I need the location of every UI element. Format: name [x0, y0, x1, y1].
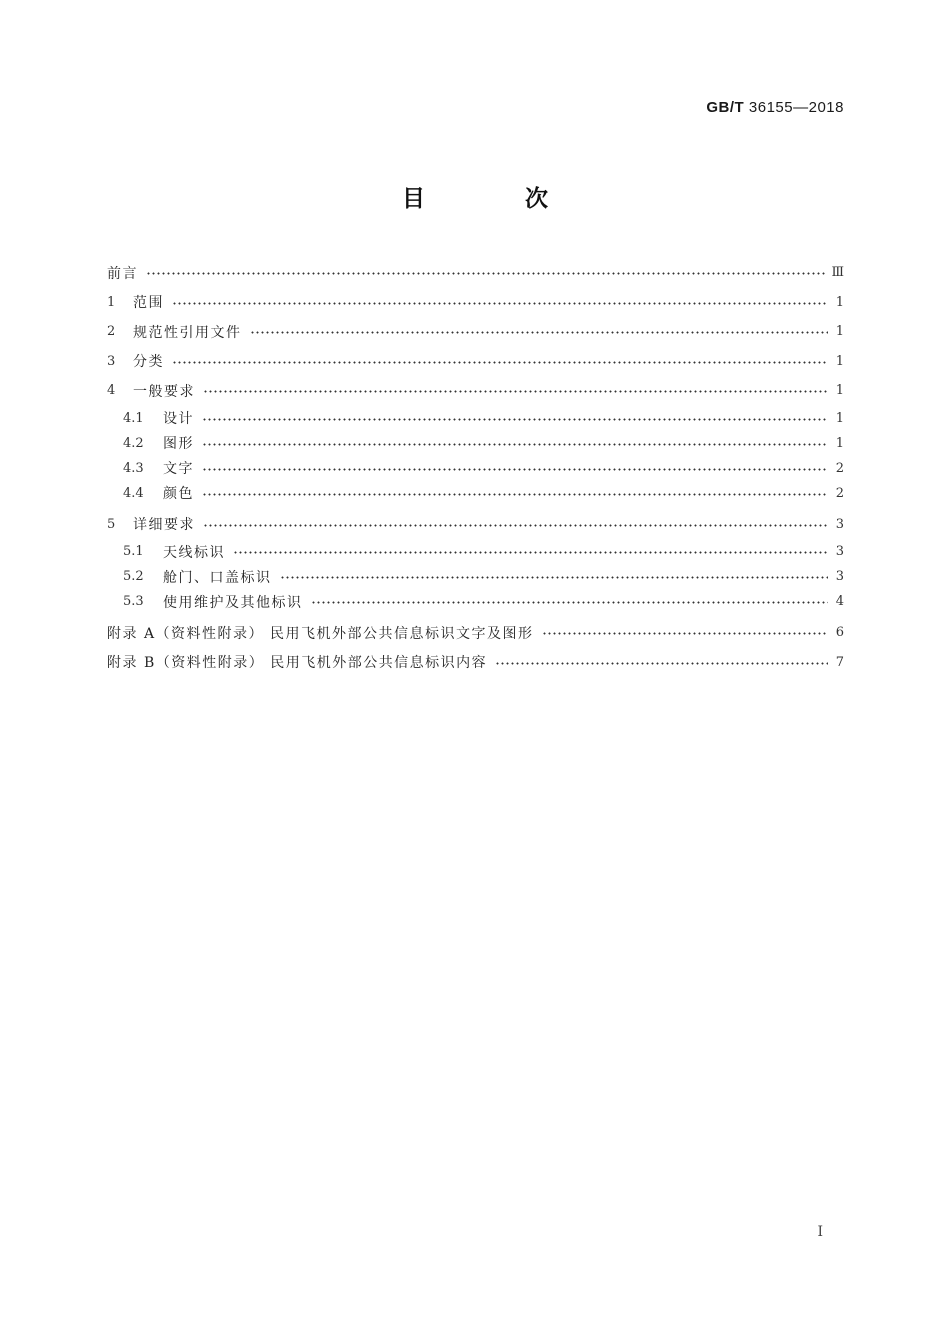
table-of-contents — [107, 258, 844, 677]
toc-entry-page: 2 — [835, 460, 844, 476]
toc-entry-label: 一般要求 — [133, 383, 195, 400]
toc-entry-label: 规范性引用文件 — [133, 324, 242, 341]
toc-entry[interactable] — [107, 510, 844, 540]
toc-entry-label: 附录 A（资料性附录） 民用飞机外部公共信息标识文字及图形 — [107, 625, 534, 642]
toc-entry[interactable] — [107, 589, 844, 614]
toc-entry[interactable] — [107, 317, 844, 347]
toc-entry-label: 分类 — [133, 354, 164, 371]
toc-entry-label: 前言 — [107, 265, 138, 282]
toc-entry-page: 1 — [835, 294, 844, 310]
dot-leader — [203, 524, 828, 527]
dot-leader — [203, 390, 828, 393]
toc-entry-number: 4.2 — [123, 435, 144, 451]
dot-leader — [202, 443, 828, 446]
dot-leader — [146, 272, 825, 275]
toc-entry[interactable] — [107, 376, 844, 406]
toc-entry-label: 颜色 — [163, 486, 194, 502]
dot-leader — [172, 302, 828, 305]
toc-entry[interactable] — [107, 406, 844, 431]
toc-entry-page: 7 — [835, 654, 844, 670]
dot-leader — [172, 361, 828, 364]
standard-prefix: GB/T — [706, 99, 745, 116]
toc-entry[interactable] — [107, 648, 844, 678]
toc-entry-page: 3 — [835, 516, 844, 532]
toc-entry-number: 5.3 — [123, 594, 144, 609]
toc-entry[interactable] — [107, 431, 844, 456]
toc-entry-label: 设计 — [163, 411, 194, 427]
toc-entry-page: 1 — [835, 410, 844, 426]
toc-entry-number: 4.4 — [123, 485, 144, 501]
toc-entry[interactable] — [107, 347, 844, 377]
toc-entry-page: 3 — [835, 569, 844, 584]
toc-entry-page: 2 — [835, 485, 844, 501]
toc-entry[interactable] — [107, 618, 844, 648]
dot-leader — [202, 493, 828, 496]
toc-entry-number: 5.2 — [123, 569, 144, 584]
toc-entry-label: 范围 — [133, 295, 164, 312]
toc-entry-number: 5.1 — [123, 544, 144, 559]
toc-entry-number: 4.3 — [123, 460, 144, 476]
toc-entry[interactable] — [107, 481, 844, 506]
standard-number — [706, 99, 844, 116]
toc-entry-number: 5 — [107, 516, 116, 532]
toc-entry-label: 详细要求 — [133, 517, 195, 534]
toc-entry-label: 使用维护及其他标识 — [163, 594, 303, 611]
toc-entry-page: 1 — [835, 383, 844, 399]
toc-entry-label: 文字 — [163, 461, 194, 477]
toc-entry-label: 舱门、口盖标识 — [163, 569, 272, 586]
toc-entry-label: 附录 B（资料性附录） 民用飞机外部公共信息标识内容 — [107, 655, 488, 672]
toc-entry-number: 3 — [107, 353, 116, 369]
dot-leader — [280, 576, 829, 579]
toc-entry-page: Ⅲ — [831, 265, 844, 281]
toc-entry-number: 1 — [107, 294, 116, 310]
dot-leader — [233, 551, 828, 554]
dot-leader — [311, 601, 829, 604]
toc-entry-number: 4 — [107, 383, 116, 399]
toc-entry-label: 天线标识 — [163, 544, 225, 561]
toc-entry[interactable] — [107, 288, 844, 318]
toc-entry-number: 2 — [107, 324, 116, 340]
standard-code: 36155—2018 — [748, 99, 844, 116]
toc-title: 目 次 — [401, 186, 594, 212]
toc-entry-page: 6 — [835, 625, 844, 641]
toc-entry-page: 1 — [835, 435, 844, 451]
dot-leader — [202, 468, 828, 471]
page-folio: I — [817, 1224, 823, 1240]
toc-entry-page: 1 — [835, 324, 844, 340]
dot-leader — [250, 331, 829, 334]
dot-leader — [542, 632, 828, 635]
toc-entry[interactable] — [107, 539, 844, 564]
toc-entry[interactable] — [107, 456, 844, 481]
toc-entry-page: 1 — [835, 353, 844, 369]
dot-leader — [495, 662, 828, 665]
toc-entry-label: 图形 — [163, 436, 194, 452]
toc-entry-page: 3 — [835, 544, 844, 559]
toc-entry[interactable] — [107, 564, 844, 589]
dot-leader — [202, 418, 828, 421]
toc-entry[interactable] — [107, 258, 844, 288]
toc-entry-page: 4 — [835, 594, 844, 609]
toc-entry-number: 4.1 — [123, 410, 144, 426]
